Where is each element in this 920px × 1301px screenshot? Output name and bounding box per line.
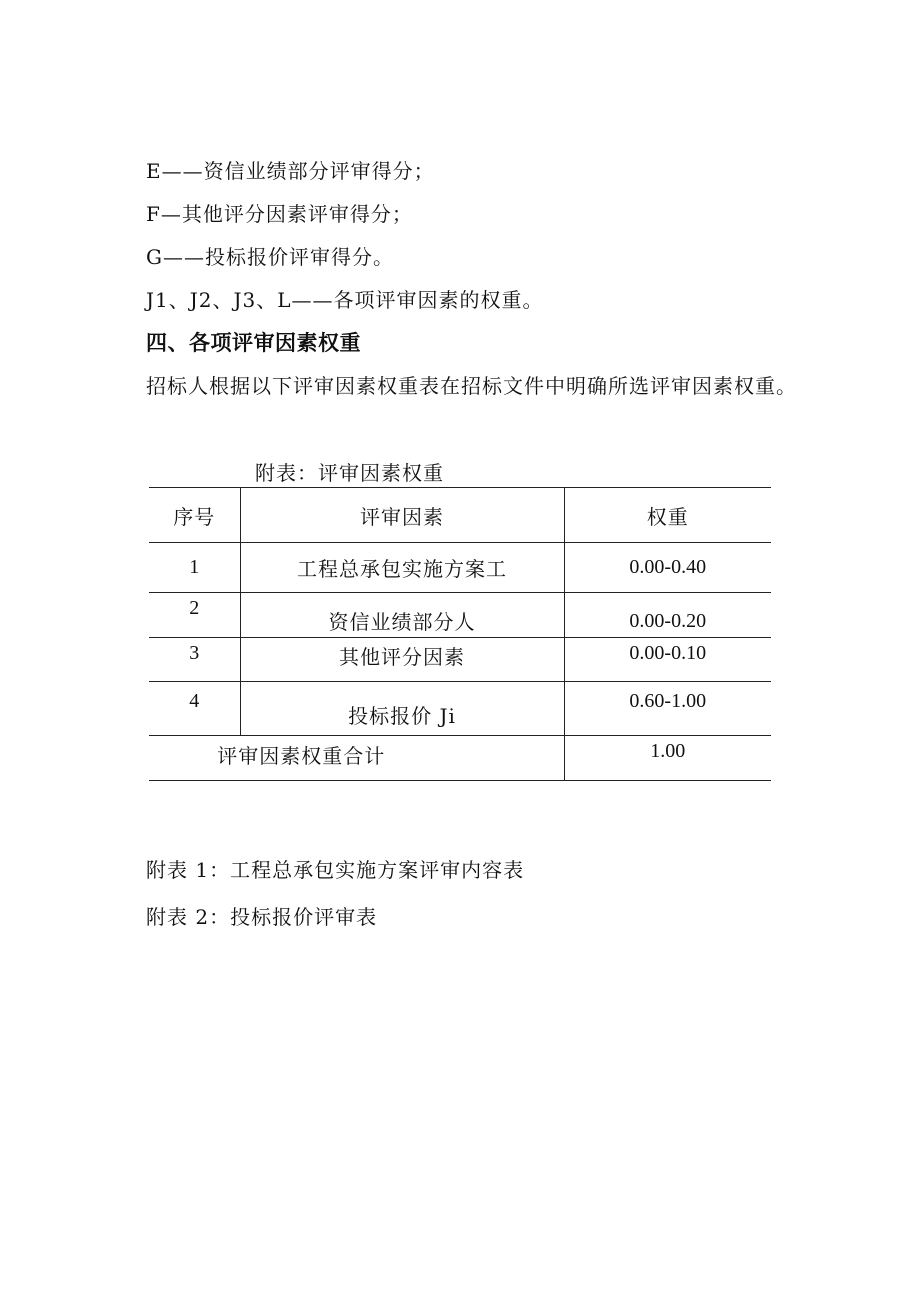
total-label: 评审因素权重合计 <box>149 736 564 781</box>
row-weight: 0.60-1.00 <box>564 682 771 736</box>
table-caption: 附表：评审因素权重 <box>255 461 444 485</box>
row-no: 2 <box>149 593 240 638</box>
row-factor: 资信业绩部分人 <box>240 593 564 638</box>
row-factor: 投标报价 Ji <box>240 682 564 736</box>
row-factor: 其他评分因素 <box>240 638 564 682</box>
row-no: 1 <box>149 543 240 593</box>
weights-table-container <box>149 487 771 781</box>
header-weight: 权重 <box>564 488 771 543</box>
row-weight: 0.00-0.10 <box>564 638 771 682</box>
definition-weights: J1、J2、J3、L——各项评审因素的权重。 <box>146 288 544 312</box>
row-factor: 工程总承包实施方案工 <box>240 543 564 593</box>
total-weight: 1.00 <box>564 736 771 781</box>
header-factor: 评审因素 <box>240 488 564 543</box>
table-row <box>149 543 771 593</box>
row-no: 4 <box>149 682 240 736</box>
appendix-2: 附表 2：投标报价评审表 <box>146 905 378 929</box>
appendix-1: 附表 1：工程总承包实施方案评审内容表 <box>146 858 525 882</box>
table-header-row <box>149 488 771 543</box>
row-weight: 0.00-0.20 <box>564 593 771 638</box>
definition-e: E——资信业绩部分评审得分； <box>146 159 435 183</box>
row-no: 3 <box>149 638 240 682</box>
table-row <box>149 638 771 682</box>
weights-table <box>149 487 771 781</box>
header-no: 序号 <box>149 488 240 543</box>
definition-f: F—其他评分因素评审得分； <box>146 202 413 226</box>
definition-g: G——投标报价评审得分。 <box>146 245 394 269</box>
intro-paragraph: 招标人根据以下评审因素权重表在招标文件中明确所选评审因素权重。 <box>146 374 797 398</box>
section-heading: 四、各项评审因素权重 <box>146 331 361 355</box>
row-weight: 0.00-0.40 <box>564 543 771 593</box>
table-row <box>149 593 771 638</box>
table-row <box>149 682 771 736</box>
table-total-row <box>149 736 771 781</box>
